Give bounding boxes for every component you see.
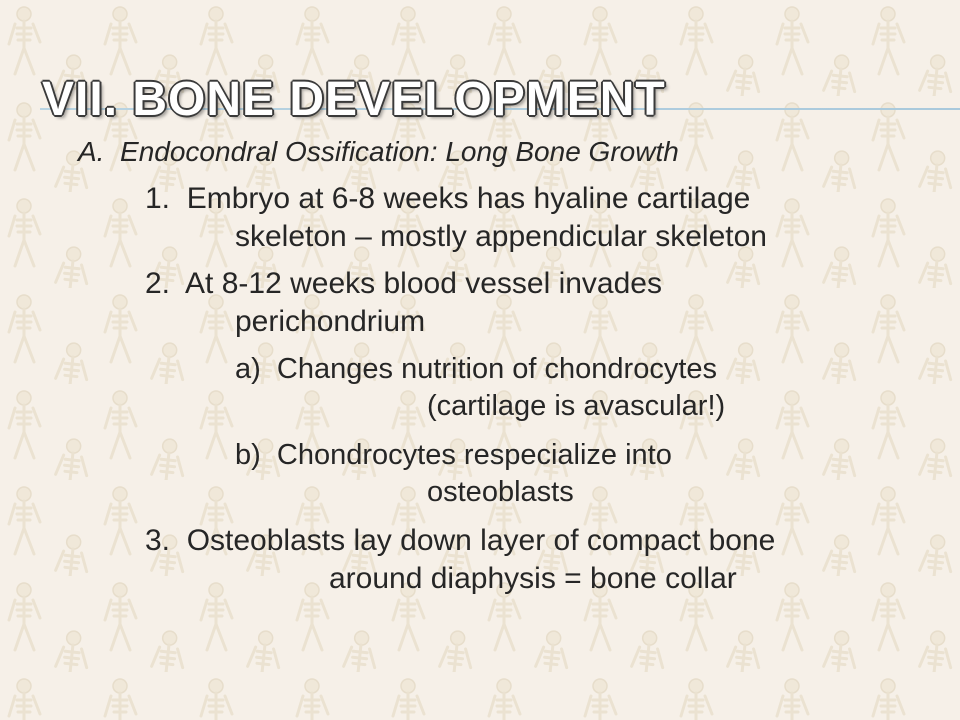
outline-section-a (78, 136, 679, 168)
outline-item-1-line-2: skeleton – mostly appendicular skeleton (235, 220, 767, 253)
outline-marker: 1. (145, 182, 171, 215)
outline-text: Chondrocytes respecialize into (276, 439, 672, 471)
outline-marker: 3. (145, 524, 171, 557)
outline-item-2-line-2: perichondrium (235, 305, 426, 338)
outline-marker: b) (235, 439, 261, 471)
outline-marker: 2. (145, 267, 171, 300)
outline-text: Embryo at 6-8 weeks has hyaline cartilage (186, 182, 751, 215)
outline-item-2a-line-2: (cartilage is avascular!) (427, 390, 726, 422)
outline-item-2b-line-1 (235, 439, 672, 472)
outline-marker: A. (78, 136, 105, 167)
slide-title: VII. BONE DEVELOPMENT (42, 73, 666, 126)
outline-text: At 8-12 weeks blood vessel invades (185, 267, 662, 300)
outline-text: Endocondral Ossification: Long Bone Growth (120, 136, 679, 167)
outline-item-3-line-2: around diaphysis = bone collar (329, 562, 737, 595)
outline-item-2b-line-2: osteoblasts (427, 476, 574, 508)
outline-item-2a-line-1 (235, 353, 717, 386)
outline-item-3-line-1 (145, 524, 775, 558)
outline-item-2-line-1 (145, 267, 662, 301)
outline-text: Changes nutrition of chondrocytes (276, 353, 718, 385)
outline-text: Osteoblasts lay down layer of compact bone (186, 524, 776, 557)
outline-item-1-line-1 (145, 182, 750, 216)
outline-marker: a) (235, 353, 261, 385)
